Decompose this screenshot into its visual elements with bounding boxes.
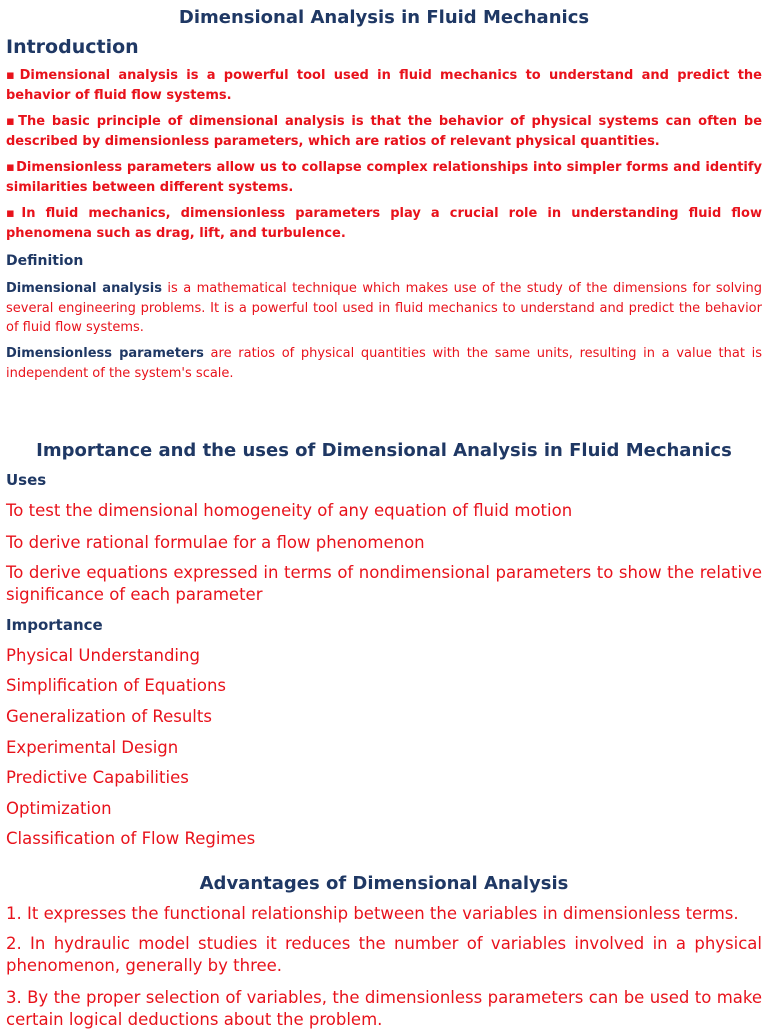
- introduction-bullet-list: [6, 66, 762, 250]
- importance-item: Optimization: [6, 799, 112, 818]
- intro-bullet: [6, 204, 762, 243]
- bullet-square-icon: ▪: [6, 206, 21, 221]
- uses-label: Uses: [6, 471, 47, 489]
- definition-term: Dimensional analysis: [6, 281, 162, 296]
- importance-item: Physical Understanding: [6, 646, 200, 665]
- definition-text: are ratios of physical quantities with the same units, resulting in a value that is independent of the system's scale.: [6, 346, 762, 381]
- importance-item: Experimental Design: [6, 738, 179, 757]
- importance-item: Simplification of Equations: [6, 676, 227, 695]
- importance-section-heading: Importance and the uses of Dimensional Analysis in Fluid Mechanics: [36, 440, 732, 461]
- advantages-heading: Advantages of Dimensional Analysis: [199, 873, 569, 894]
- importance-item: Classification of Flow Regimes: [6, 829, 256, 848]
- intro-bullet-text: The basic principle of dimensional analysis is that the behavior of physical systems can often be described by dimensionless parameters, which are ratios of relevant physical quantities.: [6, 114, 763, 149]
- definition-text: is a mathematical technique which makes use of the study of the dimensions for solving several engineering problems. It is a powerful tool used in fluid mechanics to understand and predict the behavior of fluid flow systems.: [6, 281, 762, 335]
- intro-bullet: [6, 66, 762, 105]
- importance-item: Predictive Capabilities: [6, 768, 189, 787]
- intro-bullet-text: Dimensional analysis is a powerful tool used in fluid mechanics to understand and predict the behavior of fluid flow systems.: [6, 68, 762, 103]
- definition-dimensional-analysis: [6, 279, 762, 338]
- definition-dimensionless-parameters: [6, 344, 762, 383]
- definition-term: Dimensionless parameters: [6, 346, 204, 361]
- use-item: To derive rational formulae for a flow phenomenon: [6, 533, 425, 552]
- bullet-square-icon: ▪: [6, 114, 18, 129]
- intro-bullet-text: Dimensionless parameters allow us to collapse complex relationships into simpler forms and identify similarities between different systems.: [6, 160, 763, 195]
- definition-heading: Definition: [6, 253, 84, 269]
- bullet-square-icon: ▪: [6, 68, 19, 83]
- use-item: To derive equations expressed in terms of nondimensional parameters to show the relative significance of each parameter: [6, 563, 762, 604]
- use-item: To test the dimensional homogeneity of any equation of fluid motion: [6, 501, 573, 520]
- importance-label: Importance: [6, 616, 103, 634]
- intro-bullet-text: In fluid mechanics, dimensionless parameters play a crucial role in understanding fluid flow phenomena such as drag, lift, and turbulence.: [6, 206, 763, 241]
- page-title: Dimensional Analysis in Fluid Mechanics: [178, 7, 590, 28]
- advantage-item: 3. By the proper selection of variables, the dimensionless parameters can be used to make certain logical deductions about the problem.: [6, 988, 762, 1029]
- advantage-item: 1. It expresses the functional relationship between the variables in dimensionless terms.: [6, 904, 739, 923]
- importance-item: Generalization of Results: [6, 707, 212, 726]
- introduction-heading: Introduction: [6, 36, 139, 58]
- advantage-item: 2. In hydraulic model studies it reduces the number of variables involved in a physical phenomenon, generally by three.: [6, 934, 762, 975]
- bullet-square-icon: ▪: [6, 160, 16, 175]
- intro-bullet: [6, 112, 762, 151]
- intro-bullet: [6, 158, 762, 197]
